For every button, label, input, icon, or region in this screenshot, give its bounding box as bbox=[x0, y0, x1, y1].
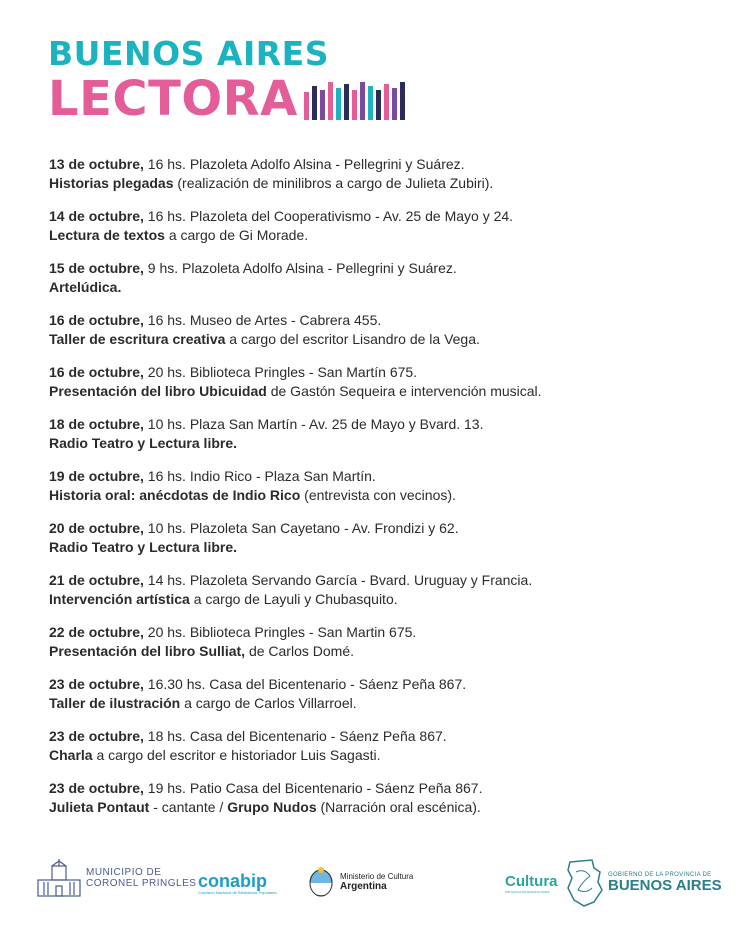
event-date: 14 de octubre, bbox=[49, 208, 144, 224]
event-item bbox=[49, 207, 709, 245]
book-spine-icon bbox=[352, 90, 357, 120]
event-date: 23 de octubre, bbox=[49, 676, 144, 692]
header bbox=[48, 34, 405, 127]
event-title: Grupo Nudos bbox=[227, 799, 317, 815]
event-text: - cantante / bbox=[149, 799, 228, 815]
event-date: 18 de octubre, bbox=[49, 416, 144, 432]
event-date: 19 de octubre, bbox=[49, 468, 144, 484]
municipio-logo bbox=[36, 858, 196, 898]
cultura-logo: Cultura PROVINCIA DE BUENOS AIRES bbox=[505, 873, 558, 894]
event-item bbox=[49, 571, 709, 609]
event-item bbox=[49, 259, 709, 297]
event-text: a cargo del escritor e historiador Luis Sagasti. bbox=[92, 747, 381, 763]
event-date: 23 de octubre, bbox=[49, 780, 144, 796]
ministerio-logo bbox=[308, 866, 413, 898]
event-title: Taller de escritura creativa bbox=[49, 331, 226, 347]
event-date: 23 de octubre, bbox=[49, 728, 144, 744]
event-text: a cargo de Gi Morade. bbox=[164, 227, 309, 243]
event-date: 22 de octubre, bbox=[49, 624, 144, 640]
events-list bbox=[49, 155, 709, 831]
event-detail: 16 hs. Plazoleta Adolfo Alsina - Pellegrini y Suárez. bbox=[143, 156, 465, 172]
event-title: Taller de ilustración bbox=[49, 695, 181, 711]
event-title: Lectura de textos bbox=[49, 227, 165, 243]
book-spine-icon bbox=[368, 86, 373, 120]
book-spine-icon bbox=[336, 88, 341, 120]
event-item bbox=[49, 623, 709, 661]
event-title: Intervención artística bbox=[49, 591, 190, 607]
book-spine-icon bbox=[328, 82, 333, 120]
event-item bbox=[49, 519, 709, 557]
event-item bbox=[49, 311, 709, 349]
event-title: Radio Teatro y Lectura libre. bbox=[49, 435, 238, 451]
event-detail: 19 hs. Patio Casa del Bicentenario - Sáenz Peña 867. bbox=[143, 780, 483, 796]
event-text: (entrevista con vecinos). bbox=[300, 487, 456, 503]
event-date: 16 de octubre, bbox=[49, 312, 144, 328]
event-detail: 16.30 hs. Casa del Bicentenario - Sáenz Peña 867. bbox=[143, 676, 467, 692]
event-title: Charla bbox=[49, 747, 93, 763]
event-title: Artelúdica. bbox=[49, 279, 122, 295]
books-icon bbox=[304, 80, 405, 120]
book-spine-icon bbox=[304, 92, 309, 120]
event-item bbox=[49, 467, 709, 505]
event-item bbox=[49, 675, 709, 713]
event-text: de Gastón Sequeira e intervención musical. bbox=[266, 383, 542, 399]
book-spine-icon bbox=[344, 84, 349, 120]
event-detail: 10 hs. Plazoleta San Cayetano - Av. Frondizi y 62. bbox=[143, 520, 459, 536]
brand-title-top: BUENOS AIRES bbox=[48, 34, 329, 73]
book-spine-icon bbox=[312, 86, 317, 120]
event-text: de Carlos Domé. bbox=[245, 643, 354, 659]
event-title: Radio Teatro y Lectura libre. bbox=[49, 539, 238, 555]
conabip-logo: conabip Comisión Nacional de Bibliotecas Populares bbox=[198, 871, 277, 895]
brand-title-row bbox=[48, 71, 405, 127]
event-detail: 14 hs. Plazoleta Servando García - Bvard. Uruguay y Francia. bbox=[143, 572, 533, 588]
event-item bbox=[49, 779, 709, 817]
ministerio-text: Ministerio de Cultura Argentina bbox=[340, 872, 414, 892]
event-detail: 16 hs. Indio Rico - Plaza San Martín. bbox=[143, 468, 376, 484]
event-detail: 9 hs. Plazoleta Adolfo Alsina - Pellegrini y Suárez. bbox=[143, 260, 457, 276]
book-spine-icon bbox=[392, 88, 397, 120]
event-text: (Narración oral escénica). bbox=[316, 799, 481, 815]
book-spine-icon bbox=[376, 90, 381, 120]
event-detail: 18 hs. Casa del Bicentenario - Sáenz Peña 867. bbox=[143, 728, 447, 744]
event-detail: 20 hs. Biblioteca Pringles - San Martín 675. bbox=[143, 364, 418, 380]
event-date: 15 de octubre, bbox=[49, 260, 144, 276]
book-spine-icon bbox=[400, 82, 405, 120]
event-detail: 16 hs. Plazoleta del Cooperativismo - Av. 25 de Mayo y 24. bbox=[143, 208, 514, 224]
event-item bbox=[49, 415, 709, 453]
gobierno-logo: GOBIERNO DE LA PROVINCIA DE BUENOS AIRES bbox=[564, 858, 722, 908]
event-title: Julieta Pontaut bbox=[49, 799, 150, 815]
brand-title-bottom: LECTORA bbox=[48, 71, 298, 127]
event-text: (realización de minilibros a cargo de Julieta Zubiri). bbox=[173, 175, 494, 191]
event-title: Presentación del libro Ubicuidad bbox=[49, 383, 267, 399]
book-spine-icon bbox=[360, 82, 365, 120]
event-title: Historia oral: anécdotas de Indio Rico bbox=[49, 487, 301, 503]
event-detail: 10 hs. Plaza San Martín - Av. 25 de Mayo y Bvard. 13. bbox=[143, 416, 484, 432]
province-map-icon bbox=[564, 858, 604, 908]
event-title: Historias plegadas bbox=[49, 175, 174, 191]
event-item bbox=[49, 727, 709, 765]
event-date: 20 de octubre, bbox=[49, 520, 144, 536]
event-item bbox=[49, 363, 709, 401]
event-date: 16 de octubre, bbox=[49, 364, 144, 380]
book-spine-icon bbox=[320, 90, 325, 120]
event-text: a cargo de Layuli y Chubasquito. bbox=[189, 591, 398, 607]
event-title: Presentación del libro Sulliat, bbox=[49, 643, 246, 659]
event-date: 13 de octubre, bbox=[49, 156, 144, 172]
municipio-text: MUNICIPIO DE CORONEL PRINGLES bbox=[86, 867, 197, 889]
event-text: a cargo del escritor Lisandro de la Vega. bbox=[225, 331, 480, 347]
event-text: a cargo de Carlos Villarroel. bbox=[180, 695, 357, 711]
event-item bbox=[49, 155, 709, 193]
book-spine-icon bbox=[384, 84, 389, 120]
argentina-shield-icon bbox=[308, 866, 334, 898]
footer-logos bbox=[0, 850, 750, 920]
municipio-building-icon bbox=[36, 858, 82, 898]
event-detail: 20 hs. Biblioteca Pringles - San Martin 675. bbox=[143, 624, 417, 640]
event-detail: 16 hs. Museo de Artes - Cabrera 455. bbox=[143, 312, 382, 328]
event-date: 21 de octubre, bbox=[49, 572, 144, 588]
